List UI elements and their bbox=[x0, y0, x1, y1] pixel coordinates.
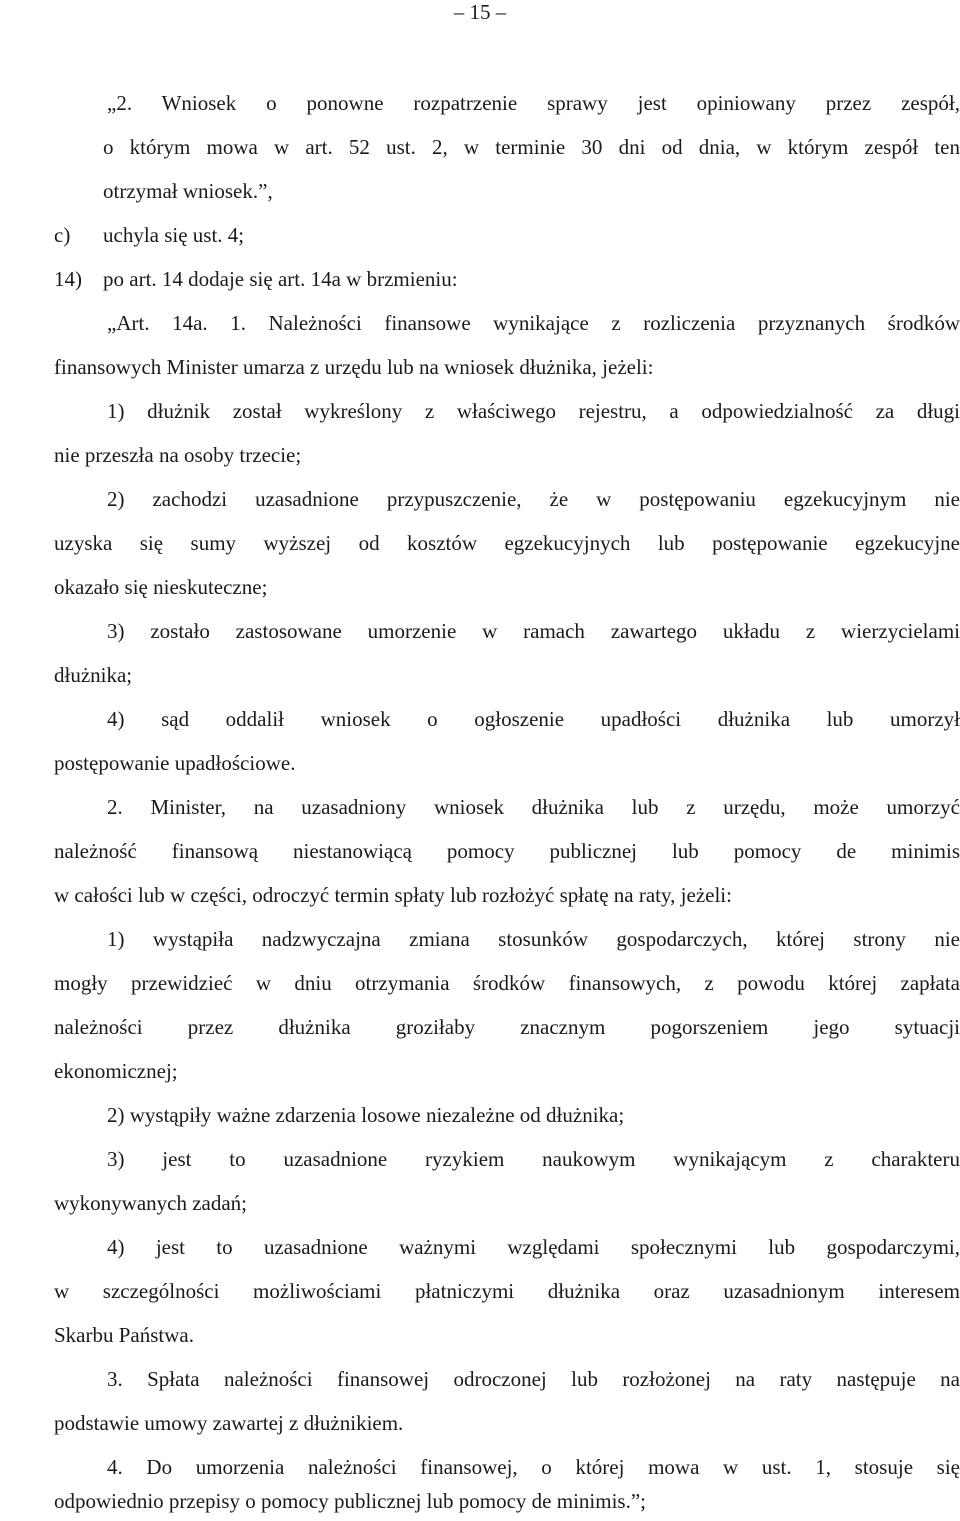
text-line: 3) zostało zastosowane umorzenie w ramach zawartego układu z wierzycielami bbox=[107, 619, 960, 643]
list-text: po art. 14 dodaje się art. 14a w brzmieniu: bbox=[103, 267, 458, 291]
text-line: 2. Minister, na uzasadniony wniosek dłużnika lub z urzędu, może umorzyć bbox=[107, 795, 960, 819]
text-line: postępowanie upadłościowe. bbox=[54, 751, 296, 775]
text-line: należności przez dłużnika groziłaby znacznym pogorszeniem jego sytuacji bbox=[54, 1015, 960, 1039]
text-line: „2. Wniosek o ponowne rozpatrzenie sprawy jest opiniowany przez zespół, bbox=[107, 91, 960, 115]
list-label: c) bbox=[54, 223, 71, 247]
text-line: nie przeszła na osoby trzecie; bbox=[54, 443, 302, 467]
text-line: okazało się nieskuteczne; bbox=[54, 575, 268, 599]
article-heading-line: „Art. 14a. 1. Należności finansowe wynikające z rozliczenia przyznanych środków bbox=[107, 311, 960, 335]
text-line: odpowiednio przepisy o pomocy publicznej lub pomocy de minimis.”; bbox=[54, 1489, 646, 1513]
page-number: – 15 – bbox=[453, 0, 507, 24]
text-line: finansowych Minister umarza z urzędu lub na wniosek dłużnika, jeżeli: bbox=[54, 355, 654, 379]
text-line: w całości lub w części, odroczyć termin spłaty lub rozłożyć spłatę na raty, jeżeli: bbox=[54, 883, 732, 907]
list-label: 14) bbox=[54, 267, 82, 291]
text-line: uzyska się sumy wyższej od kosztów egzekucyjnych lub postępowanie egzekucyjne bbox=[54, 531, 960, 555]
text-line: wykonywanych zadań; bbox=[54, 1191, 248, 1215]
text-line: Skarbu Państwa. bbox=[54, 1323, 194, 1347]
text-line: 1) dłużnik został wykreślony z właściwego rejestru, a odpowiedzialność za długi bbox=[107, 399, 960, 423]
text-line: 2) wystąpiły ważne zdarzenia losowe niezależne od dłużnika; bbox=[107, 1103, 625, 1127]
text-line: 3) jest to uzasadnione ryzykiem naukowym wynikającym z charakteru bbox=[107, 1147, 960, 1171]
text-line: podstawie umowy zawartej z dłużnikiem. bbox=[54, 1411, 404, 1435]
text-line: należność finansową niestanowiącą pomocy publicznej lub pomocy de minimis bbox=[54, 839, 960, 863]
text-line: 3. Spłata należności finansowej odroczonej lub rozłożonej na raty następuje na bbox=[107, 1367, 960, 1391]
text-line: w szczególności możliwościami płatniczymi dłużnika oraz uzasadnionym interesem bbox=[54, 1279, 960, 1303]
text-line: 2) zachodzi uzasadnione przypuszczenie, że w postępowaniu egzekucyjnym nie bbox=[107, 487, 960, 511]
text-line: otrzymał wniosek.”, bbox=[103, 179, 273, 203]
list-text: uchyla się ust. 4; bbox=[103, 223, 245, 247]
text-line: o którym mowa w art. 52 ust. 2, w terminie 30 dni od dnia, w którym zespół ten bbox=[103, 135, 960, 159]
text-line: 4) sąd oddalił wniosek o ogłoszenie upadłości dłużnika lub umorzył bbox=[107, 707, 960, 731]
text-line: 4) jest to uzasadnione ważnymi względami społecznymi lub gospodarczymi, bbox=[107, 1235, 960, 1259]
text-line: dłużnika; bbox=[54, 663, 133, 687]
text-line: 1) wystąpiła nadzwyczajna zmiana stosunków gospodarczych, której strony nie bbox=[107, 927, 960, 951]
text-line: ekonomicznej; bbox=[54, 1059, 178, 1083]
text-line: mogły przewidzieć w dniu otrzymania środków finansowych, z powodu której zapłata bbox=[54, 971, 960, 995]
text-line: 4. Do umorzenia należności finansowej, o której mowa w ust. 1, stosuje się bbox=[107, 1455, 960, 1479]
